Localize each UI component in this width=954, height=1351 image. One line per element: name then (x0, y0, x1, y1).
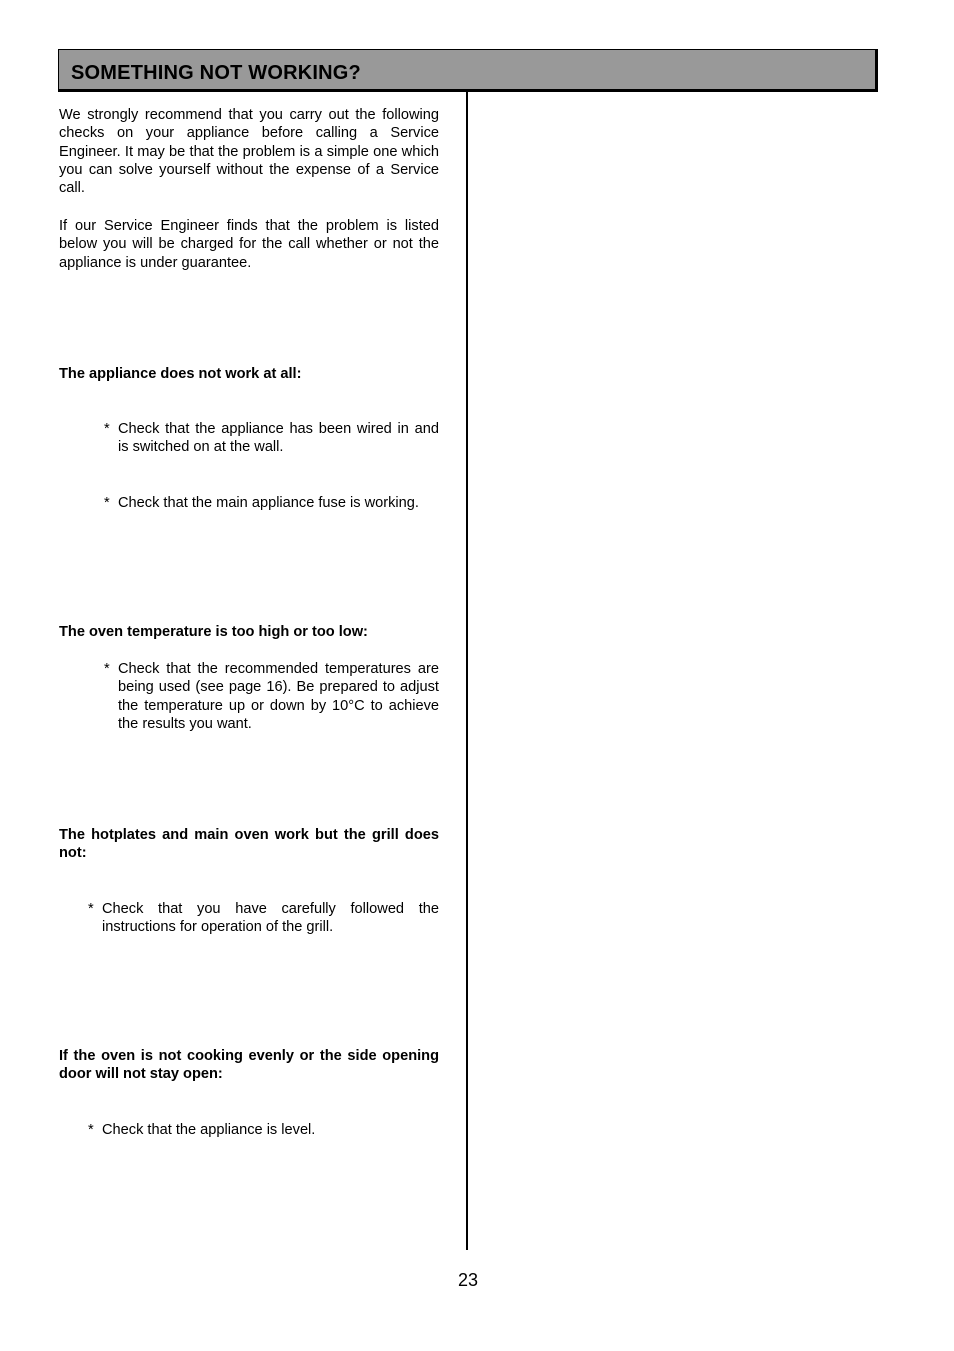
intro-paragraph-2: If our Service Engineer finds that the problem is listed below you will be charged for the call whether or not the appliance is under guarantee. (59, 218, 439, 271)
list-item-text: Check that the appliance is level. (102, 1122, 316, 1138)
bullet-marker: * (104, 661, 110, 677)
list-item (104, 420, 439, 457)
page-number: 23 (457, 1270, 479, 1290)
page-title: SOMETHING NOT WORKING? (71, 62, 361, 84)
list-item (104, 660, 439, 733)
list-item (104, 494, 439, 512)
list-item (88, 900, 439, 937)
bullet-marker: * (88, 1122, 94, 1138)
bullet-marker: * (104, 421, 110, 437)
bullet-marker: * (88, 901, 94, 917)
section-header (58, 49, 878, 92)
bullet-marker: * (104, 495, 110, 511)
list-item-text: Check that the main appliance fuse is working. (118, 495, 419, 511)
list-item (88, 1121, 439, 1139)
list-item-text: Check that you have carefully followed the instructions for operation of the grill. (102, 901, 439, 936)
list-item-text: Check that the appliance has been wired in and is switched on at the wall. (118, 421, 439, 456)
list-item-text: Check that the recommended temperatures are being used (see page 16). Be prepared to adjust the temperature up or down by 10°C to achieve the results you want. (118, 661, 439, 732)
heading-temperature: The oven temperature is too high or too low: (59, 624, 368, 640)
intro-paragraph-1: We strongly recommend that you carry out the following checks on your appliance before calling a Service Engineer. It may be that the problem is a simple one which you can solve yourself without the expense of a Service call. (59, 107, 439, 197)
heading-grill: The hotplates and main oven work but the grill does not: (59, 827, 439, 862)
column-divider (466, 90, 468, 1250)
heading-no-work: The appliance does not work at all: (59, 366, 302, 382)
heading-uneven-cooking: If the oven is not cooking evenly or the side opening door will not stay open: (59, 1048, 439, 1083)
